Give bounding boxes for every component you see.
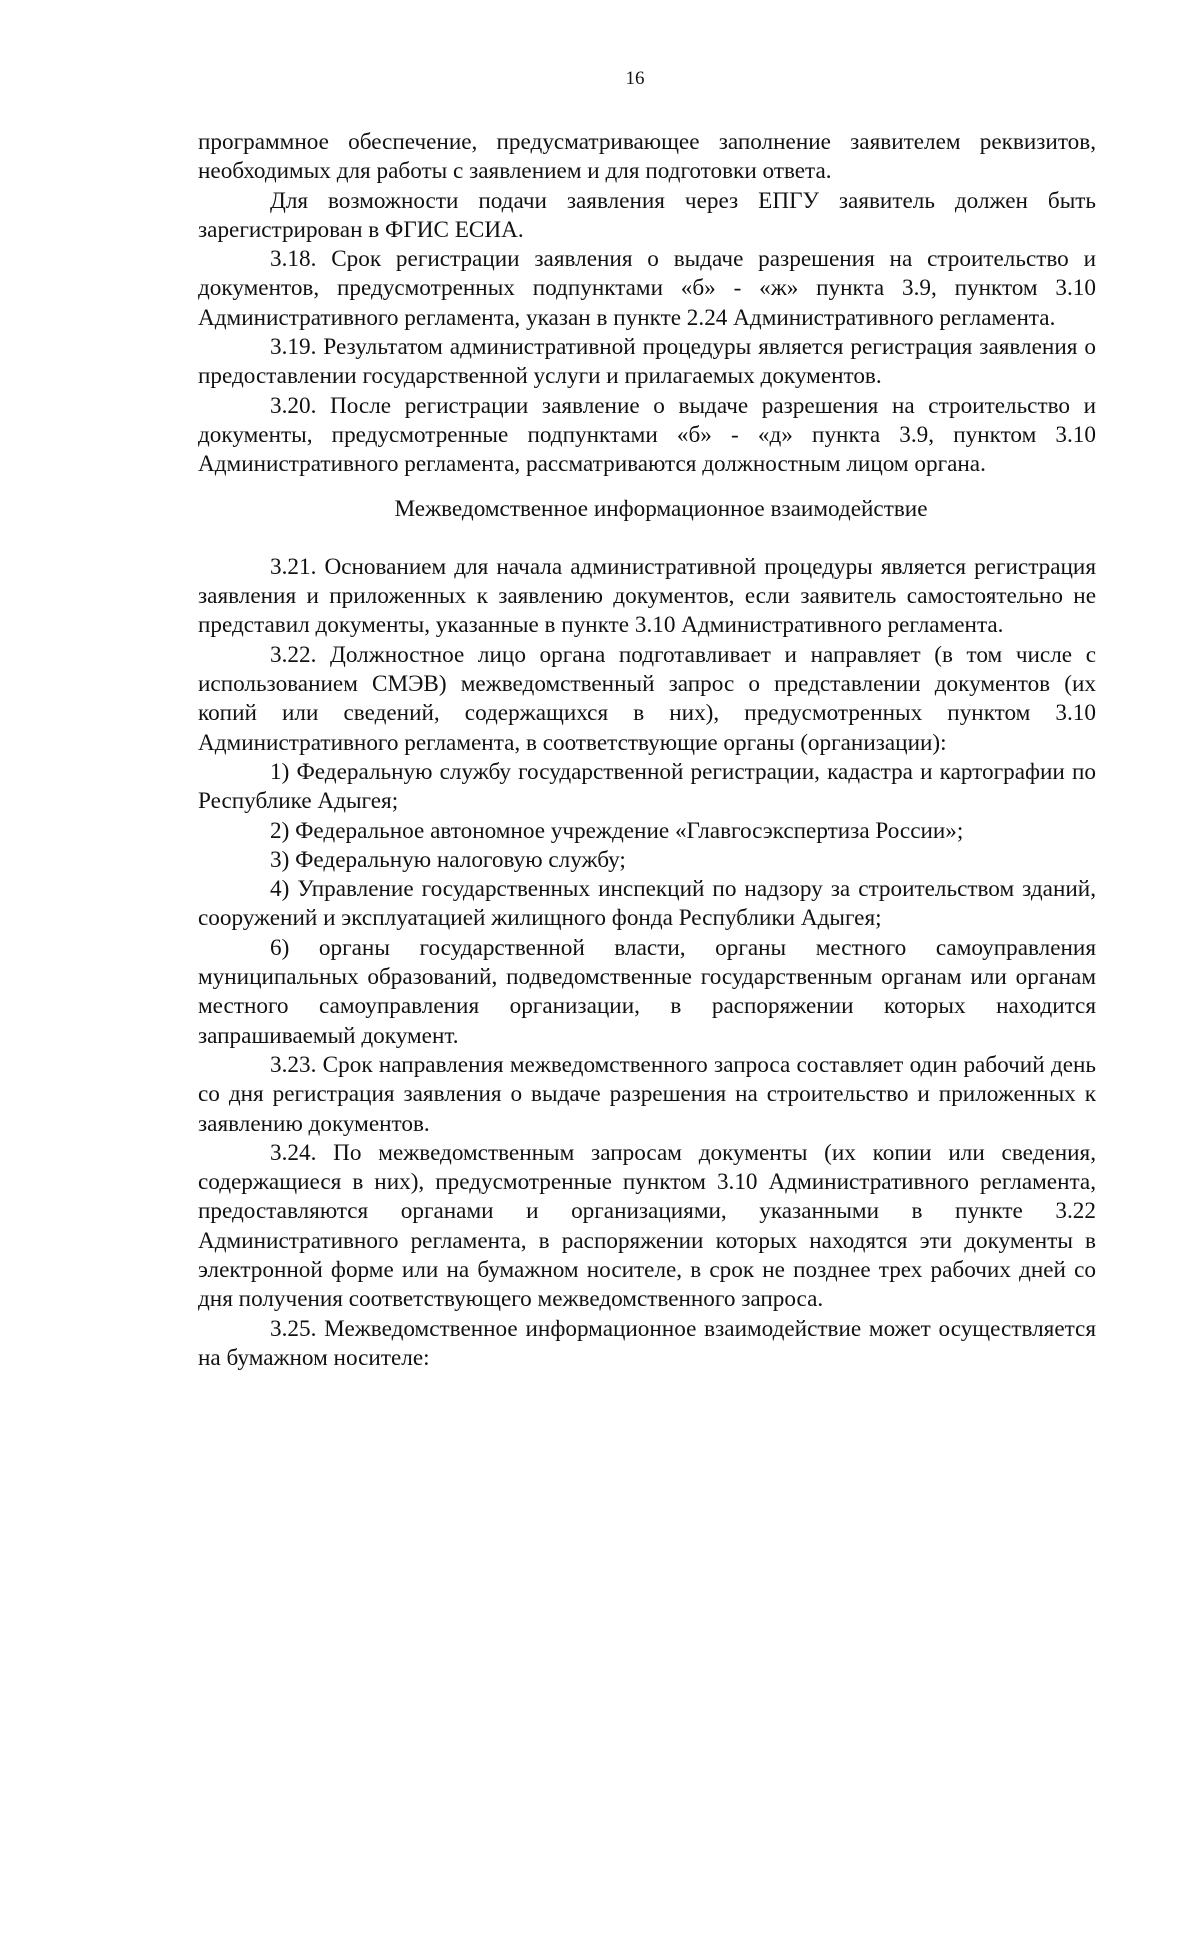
paragraph: 3) Федеральную налоговую службу; [270, 846, 626, 873]
paragraph: 3.20. После регистрации заявление о выдаче разрешения на строительство и документы, предусмотренные подпунктами «б» - «д» пункта 3.9, пунктом 3.10 Административного регламента, рассматриваются должностным лицом органа. [198, 392, 1096, 478]
paragraph: 3.21. Основанием для начала административной процедуры является регистрация заявления и приложенных к заявлению документов, если заявитель самостоятельно не представил документы, указанные в пункте 3.10 Административного регламента. [198, 553, 1096, 639]
page-number: 16 [625, 68, 645, 89]
paragraph: Для возможности подачи заявления через ЕПГУ заявитель должен быть зарегистрирован в ФГИС ЕСИА. [198, 187, 1096, 243]
paragraph: 3.25. Межведомственное информационное взаимодействие может осуществляется на бумажном носителе: [198, 1315, 1096, 1371]
paragraph: 3.18. Срок регистрации заявления о выдаче разрешения на строительство и документов, предусмотренных подпунктами «б» - «ж» пункта 3.9, пунктом 3.10 Административного регламента, указан в пункте 2.24 Административного регламента. [198, 246, 1096, 331]
paragraph: 3.19. Результатом административной процедуры является регистрация заявления о предоставлении государственной услуги и прилагаемых документов. [198, 334, 1096, 390]
paragraph: 3.23. Срок направления межведомственного запроса составляет один рабочий день со дня регистрация заявления о выдаче разрешения на строительство и приложенных к заявлению документов. [198, 1051, 1096, 1137]
paragraph: 4) Управление государственных инспекций по надзору за строительством зданий, сооружений и эксплуатацией жилищного фонда Республики Адыгея; [198, 876, 1096, 932]
paragraph: 3.22. Должностное лицо органа подготавливает и направляет (в том числе с использованием СМЭВ) межведомственный запрос о представлении документов (их копий или сведений, содержащихся в них), предусмотренных пунктом 3.10 Административного регламента, в соответствующие органы (организации): [198, 641, 1096, 756]
paragraph: 1) Федеральную службу государственной регистрации, кадастра и картографии по Республике Адыгея; [198, 758, 1096, 815]
document-body [198, 128, 1096, 1373]
paragraphs-before-heading [198, 128, 1096, 480]
paragraph: программное обеспечение, предусматривающее заполнение заявителем реквизитов, необходимых для работы с заявлением и для подготовки ответа. [198, 129, 1096, 185]
paragraphs-after-heading [198, 553, 1096, 1373]
paragraph: 2) Федеральное автономное учреждение «Главгосэкспертиза России»; [270, 817, 964, 844]
paragraph: 6) органы государственной власти, органы местного самоуправления муниципальных образований, подведомственные государственным органам или органам местного самоуправления организации, в распоряжении которых находится запрашиваемый документ. [198, 934, 1096, 1049]
paragraph: 3.24. По межведомственным запросам документы (их копии или сведения, содержащиеся в них), предусмотренные пунктом 3.10 Административного регламента, предоставляются органами и организациями, указанными в пункте 3.22 Административного регламента, в распоряжении которых находятся эти документы в электронной форме или на бумажном носителе, в срок не позднее трех рабочих дней со дня получения соответствующего межведомственного запроса. [198, 1139, 1096, 1313]
section-heading: Межведомственное информационное взаимодействие [394, 495, 928, 522]
